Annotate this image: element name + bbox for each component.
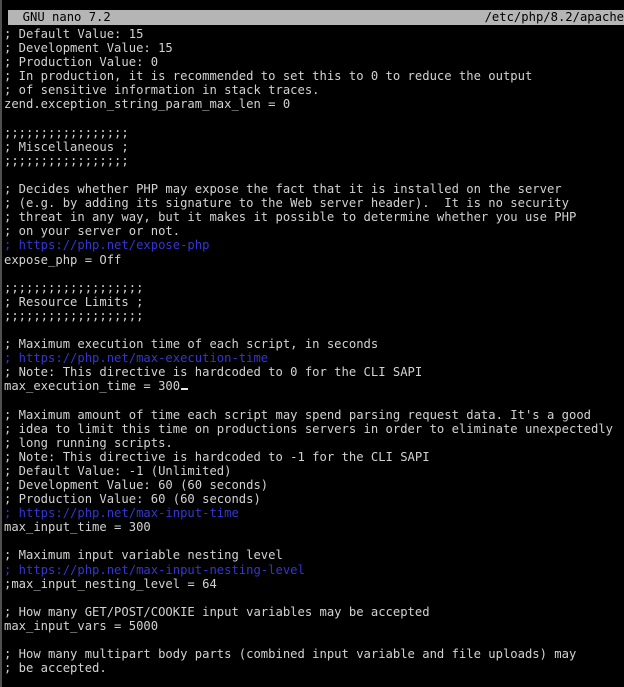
file-path-label: /etc/php/8.2/apache [484, 10, 624, 24]
text-cursor [181, 388, 188, 391]
editor-line[interactable]: ; Development Value: 15 [4, 41, 173, 56]
editor-line[interactable]: max_execution_time = 300 [4, 379, 624, 393]
editor-line[interactable] [4, 591, 624, 605]
editor-line[interactable]: max_input_vars = 5000 [4, 618, 159, 633]
editor-line[interactable]: ; Maximum execution time of each script, in seconds [4, 337, 379, 352]
editor-line[interactable] [4, 323, 624, 337]
editor-line[interactable] [4, 112, 624, 126]
editor-line[interactable]: ; https://php.net/max-input-time [4, 506, 239, 521]
editor-line[interactable]: zend.exception_string_param_max_len = 0 [4, 97, 291, 112]
nano-version-label: GNU nano 7.2 [8, 10, 111, 24]
editor-line[interactable]: ;;;;;;;;;;;;;;;;;;; [4, 308, 144, 323]
editor-line[interactable] [4, 633, 624, 647]
editor-line[interactable]: ; idea to limit this time on productions servers in order to eliminate unexpectedly [4, 421, 614, 436]
editor-line[interactable]: ; https://php.net/expose-php [4, 238, 210, 253]
editor-line[interactable]: ; Miscellaneous ; [4, 139, 129, 154]
editor-line[interactable]: max_input_time = 300 [4, 520, 151, 535]
editor-line[interactable]: ; on your server or not. [4, 224, 181, 239]
editor-line[interactable]: ; https://php.net/max-execution-time [4, 351, 269, 366]
editor-line[interactable]: ; long running scripts. [4, 435, 173, 450]
editor-line[interactable]: ; https://php.net/max-input-nesting-level [4, 562, 305, 577]
nano-titlebar [8, 10, 624, 25]
editor-line[interactable]: ; How many multipart body parts (combined input variable and file uploads) may [4, 647, 577, 662]
editor-line[interactable]: ; How many GET/POST/COOKIE input variables may be accepted [4, 604, 430, 619]
editor-line[interactable]: ; of sensitive information in stack traces. [4, 83, 320, 98]
editor-line[interactable]: ;max_input_nesting_level = 64 [4, 576, 217, 591]
editor-line[interactable]: ; Maximum input variable nesting level [4, 548, 283, 563]
editor-line[interactable] [4, 393, 624, 407]
editor-line[interactable]: ; Maximum amount of time each script may spend parsing request data. It's a good [4, 407, 591, 422]
editor-area[interactable] [4, 27, 624, 675]
editor-line[interactable] [4, 534, 624, 548]
editor-line[interactable]: ; Default Value: -1 (Unlimited) [4, 463, 232, 478]
editor-line[interactable]: ; (e.g. by adding its signature to the Web server header). It is no security [4, 196, 569, 211]
editor-line[interactable]: ; Decides whether PHP may expose the fact that it is installed on the server [4, 182, 562, 197]
editor-line[interactable]: ; Note: This directive is hardcoded to -1 for the CLI SAPI [4, 449, 430, 464]
editor-line[interactable]: ; Production Value: 0 [4, 55, 159, 70]
editor-line[interactable]: ;;;;;;;;;;;;;;;;;;; [4, 280, 144, 295]
editor-line[interactable]: ; Default Value: 15 [4, 27, 144, 41]
editor-line[interactable]: ;;;;;;;;;;;;;;;;; [4, 153, 129, 168]
editor-line[interactable]: expose_php = Off [4, 252, 122, 267]
editor-line[interactable]: ; Production Value: 60 (60 seconds) [4, 492, 261, 507]
editor-line[interactable]: ; In production, it is recommended to set this to 0 to reduce the output [4, 69, 533, 84]
editor-line[interactable]: ; threat in any way, but it makes it possible to determine whether you use PHP [4, 210, 577, 225]
editor-line[interactable] [4, 168, 624, 182]
editor-line[interactable]: ; Development Value: 60 (60 seconds) [4, 478, 269, 492]
editor-line[interactable]: ; Note: This directive is hardcoded to 0 for the CLI SAPI [4, 365, 423, 380]
editor-line[interactable]: ; be accepted. [4, 661, 107, 676]
editor-line[interactable]: ; Resource Limits ; [4, 294, 144, 309]
terminal-left-border [0, 0, 2, 687]
editor-line[interactable] [4, 267, 624, 281]
editor-line[interactable]: ;;;;;;;;;;;;;;;;; [4, 125, 129, 140]
